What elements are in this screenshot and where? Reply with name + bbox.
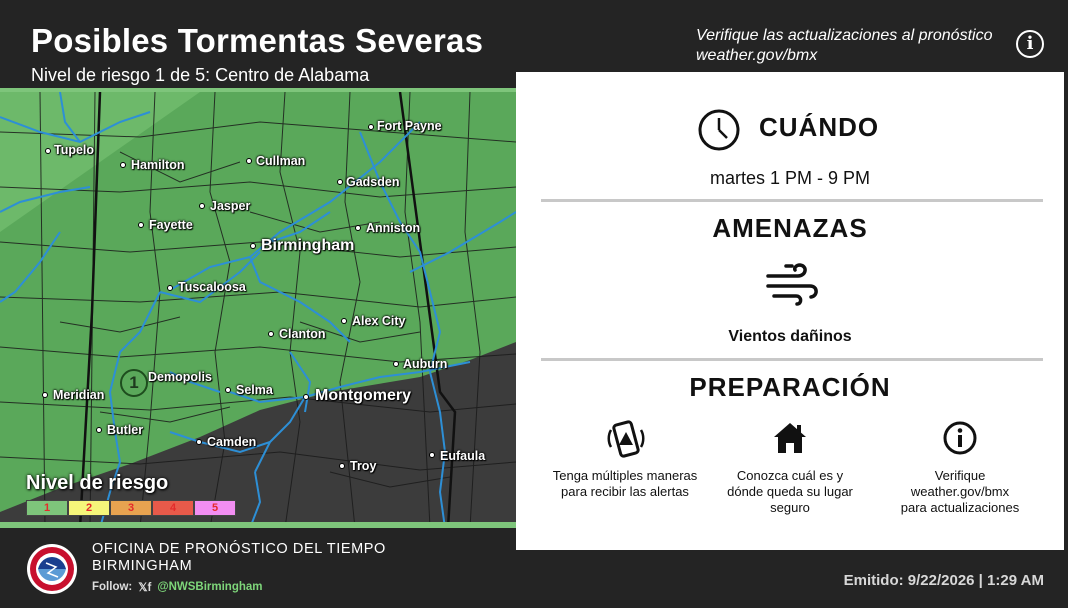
when-text: martes 1 PM - 9 PM bbox=[709, 168, 871, 188]
threat-label: Vientos dañinos bbox=[728, 328, 852, 345]
info-icon: i bbox=[1016, 30, 1044, 58]
city-label: Anniston bbox=[366, 221, 421, 235]
city-label: Eufaula bbox=[440, 449, 486, 463]
info-panel bbox=[516, 72, 1064, 550]
office-name-line1: OFICINA DE PRONÓSTICO DEL TIEMPO bbox=[92, 541, 386, 557]
city-label: Birmingham bbox=[261, 237, 355, 254]
city-label: Auburn bbox=[403, 357, 448, 371]
issued-timestamp: Emitido: 9/22/2026 | 1:29 AM bbox=[843, 572, 1044, 589]
divider bbox=[541, 358, 1043, 361]
header-note-line1: Verifique las actualizaciones al pronóstico bbox=[696, 27, 993, 44]
social-icons[interactable]: 𝕏f bbox=[138, 582, 152, 594]
phone-alert-icon bbox=[607, 420, 645, 458]
when-title: CUÁNDO bbox=[759, 112, 880, 142]
city-label: Meridian bbox=[53, 388, 105, 402]
legend-level-3: 3 bbox=[110, 500, 152, 516]
social-follow bbox=[92, 580, 263, 594]
city-label: Camden bbox=[207, 435, 257, 449]
map-bottom-strip bbox=[0, 522, 516, 528]
header-note bbox=[696, 26, 992, 66]
city-label: Clanton bbox=[279, 327, 326, 341]
city-label: Tuscaloosa bbox=[178, 280, 246, 294]
city-label: Demopolis bbox=[148, 370, 212, 384]
prep-item-safe-place: Conozca cuál es y dónde queda su lugar seguro bbox=[727, 468, 853, 515]
threats-title: AMENAZAS bbox=[712, 213, 868, 243]
city-label: Jasper bbox=[210, 199, 251, 213]
legend bbox=[26, 500, 236, 516]
city-label: Gadsden bbox=[346, 175, 400, 189]
city-label: Hamilton bbox=[131, 158, 185, 172]
city-label: Fayette bbox=[149, 218, 193, 232]
prep-item-updates: Verifique weather.gov/bmx para actualizaciones bbox=[900, 468, 1020, 515]
city-label: Montgomery bbox=[315, 387, 411, 404]
house-icon bbox=[772, 420, 808, 456]
divider bbox=[541, 199, 1043, 202]
risk-level-badge: 1 bbox=[120, 369, 148, 397]
social-handle-link[interactable]: @NWSBirmingham bbox=[157, 581, 263, 593]
page-title: Posibles Tormentas Severas bbox=[31, 22, 484, 59]
info-icon bbox=[942, 420, 978, 456]
prep-title: PREPARACIÓN bbox=[689, 372, 891, 402]
legend-title: Nivel de riesgo bbox=[26, 472, 169, 494]
city-label: Cullman bbox=[256, 154, 306, 168]
legend-level-4: 4 bbox=[152, 500, 194, 516]
city-label: Troy bbox=[350, 459, 377, 473]
city-label: Alex City bbox=[352, 314, 406, 328]
nws-logo bbox=[26, 543, 78, 595]
risk-map bbox=[0, 92, 516, 528]
wind-icon bbox=[764, 260, 820, 308]
legend-level-2: 2 bbox=[68, 500, 110, 516]
clock-icon bbox=[697, 108, 741, 152]
legend-level-1: 1 bbox=[26, 500, 68, 516]
office-name-line2: BIRMINGHAM bbox=[92, 558, 193, 574]
city-label: Fort Payne bbox=[377, 119, 442, 133]
prep-item-alerts: Tenga múltiples maneras para recibir las alertas bbox=[552, 468, 698, 499]
header-note-line2: weather.gov/bmx bbox=[696, 47, 818, 64]
follow-label: Follow: bbox=[92, 581, 133, 593]
page-subtitle: Nivel de riesgo 1 de 5: Centro de Alabama bbox=[31, 65, 370, 85]
city-label: Tupelo bbox=[54, 143, 95, 157]
legend-level-5: 5 bbox=[194, 500, 236, 516]
city-label: Selma bbox=[236, 383, 273, 397]
city-label: Butler bbox=[107, 423, 144, 437]
